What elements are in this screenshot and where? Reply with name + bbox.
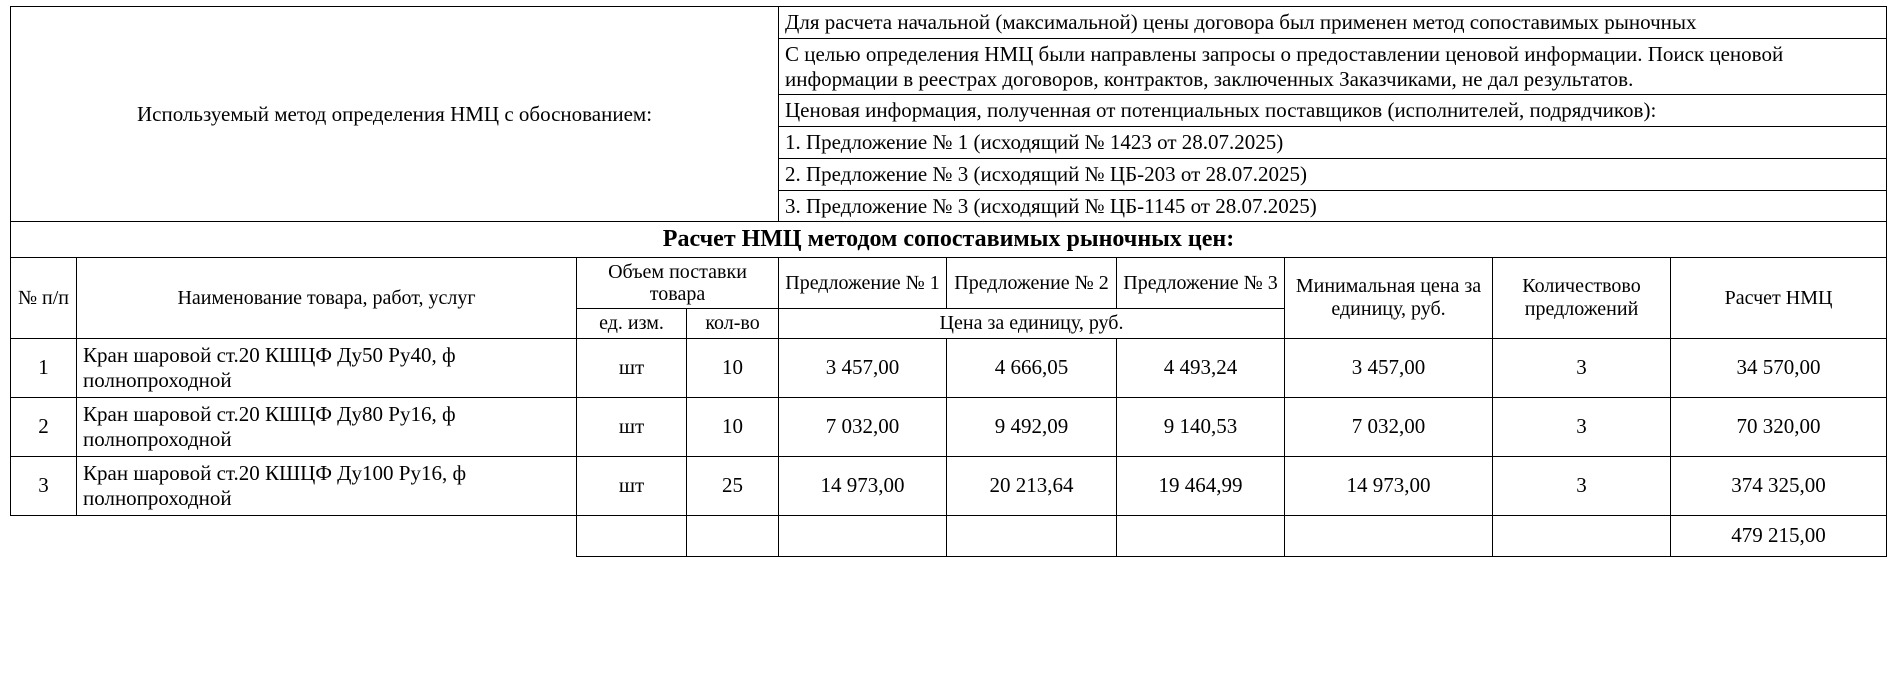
header-price-per-unit: Цена за единицу, руб. bbox=[779, 309, 1285, 338]
row-name: Кран шаровой ст.20 КШЦФ Ду50 Ру40, ф полнопроходной bbox=[77, 338, 577, 397]
header-unit: ед. изм. bbox=[577, 309, 687, 338]
row-qty: 10 bbox=[687, 338, 779, 397]
row-min-price: 7 032,00 bbox=[1285, 397, 1493, 456]
total-blank-unit bbox=[577, 515, 687, 556]
total-blank-min-price bbox=[1285, 515, 1493, 556]
method-label-cell: Используемый метод определения НМЦ с обоснованием: bbox=[11, 7, 779, 222]
header-nmc: Расчет НМЦ bbox=[1671, 257, 1887, 338]
row-offer-3: 9 140,53 bbox=[1117, 397, 1285, 456]
header-offers-count: Количествово предложений bbox=[1493, 257, 1671, 338]
row-qty: 10 bbox=[687, 397, 779, 456]
row-num: 1 bbox=[11, 338, 77, 397]
table-row bbox=[11, 397, 1887, 456]
row-nmc: 34 570,00 bbox=[1671, 338, 1887, 397]
section-title-row bbox=[11, 222, 1887, 257]
method-line-3: Ценовая информация, полученная от потенциальных поставщиков (исполнителей, подрядчиков): bbox=[779, 95, 1887, 127]
row-unit: шт bbox=[577, 397, 687, 456]
table-header-row-1 bbox=[11, 257, 1887, 309]
section-title: Расчет НМЦ методом сопоставимых рыночных цен: bbox=[11, 222, 1887, 257]
total-blank-offers-count bbox=[1493, 515, 1671, 556]
nmc-document-table bbox=[10, 6, 1887, 557]
method-line-1: Для расчета начальной (максимальной) цены договора был применен метод сопоставимых рыночных bbox=[779, 7, 1887, 39]
header-volume: Объем поставки товара bbox=[577, 257, 779, 309]
total-blank-offer-2 bbox=[947, 515, 1117, 556]
row-name: Кран шаровой ст.20 КШЦФ Ду80 Ру16, ф полнопроходной bbox=[77, 397, 577, 456]
row-offer-1: 14 973,00 bbox=[779, 456, 947, 515]
row-offer-3: 19 464,99 bbox=[1117, 456, 1285, 515]
total-spacer-num bbox=[11, 515, 77, 556]
method-line-4: 1. Предложение № 1 (исходящий № 1423 от 28.07.2025) bbox=[779, 127, 1887, 159]
total-spacer-name bbox=[77, 515, 577, 556]
row-offers-count: 3 bbox=[1493, 397, 1671, 456]
row-min-price: 14 973,00 bbox=[1285, 456, 1493, 515]
row-nmc: 70 320,00 bbox=[1671, 397, 1887, 456]
row-offer-2: 9 492,09 bbox=[947, 397, 1117, 456]
total-nmc-value: 479 215,00 bbox=[1671, 515, 1887, 556]
header-min-price: Минимальная цена за единицу, руб. bbox=[1285, 257, 1493, 338]
row-offers-count: 3 bbox=[1493, 338, 1671, 397]
table-row bbox=[11, 338, 1887, 397]
row-nmc: 374 325,00 bbox=[1671, 456, 1887, 515]
row-num: 2 bbox=[11, 397, 77, 456]
total-blank-offer-3 bbox=[1117, 515, 1285, 556]
header-name: Наименование товара, работ, услуг bbox=[77, 257, 577, 338]
header-qty: кол-во bbox=[687, 309, 779, 338]
row-unit: шт bbox=[577, 338, 687, 397]
total-blank-offer-1 bbox=[779, 515, 947, 556]
row-offer-2: 20 213,64 bbox=[947, 456, 1117, 515]
header-offer-2: Предложение № 2 bbox=[947, 257, 1117, 309]
method-row-1 bbox=[11, 7, 1887, 39]
row-offer-2: 4 666,05 bbox=[947, 338, 1117, 397]
row-unit: шт bbox=[577, 456, 687, 515]
method-line-2: С целью определения НМЦ были направлены запросы о предоставлении ценовой информации. Поиск ценовой информации в реестрах договоров, контрактов, заключенных Заказчиками, не дал результатов. bbox=[779, 38, 1887, 95]
row-min-price: 3 457,00 bbox=[1285, 338, 1493, 397]
method-line-6: 3. Предложение № 3 (исходящий № ЦБ-1145 от 28.07.2025) bbox=[779, 190, 1887, 222]
row-name: Кран шаровой ст.20 КШЦФ Ду100 Ру16, ф полнопроходной bbox=[77, 456, 577, 515]
header-offer-1: Предложение № 1 bbox=[779, 257, 947, 309]
row-offers-count: 3 bbox=[1493, 456, 1671, 515]
row-offer-1: 3 457,00 bbox=[779, 338, 947, 397]
total-blank-qty bbox=[687, 515, 779, 556]
header-offer-3: Предложение № 3 bbox=[1117, 257, 1285, 309]
row-qty: 25 bbox=[687, 456, 779, 515]
total-row bbox=[11, 515, 1887, 556]
row-num: 3 bbox=[11, 456, 77, 515]
header-num: № п/п bbox=[11, 257, 77, 338]
table-row bbox=[11, 456, 1887, 515]
method-line-5: 2. Предложение № 3 (исходящий № ЦБ-203 от 28.07.2025) bbox=[779, 158, 1887, 190]
row-offer-1: 7 032,00 bbox=[779, 397, 947, 456]
row-offer-3: 4 493,24 bbox=[1117, 338, 1285, 397]
